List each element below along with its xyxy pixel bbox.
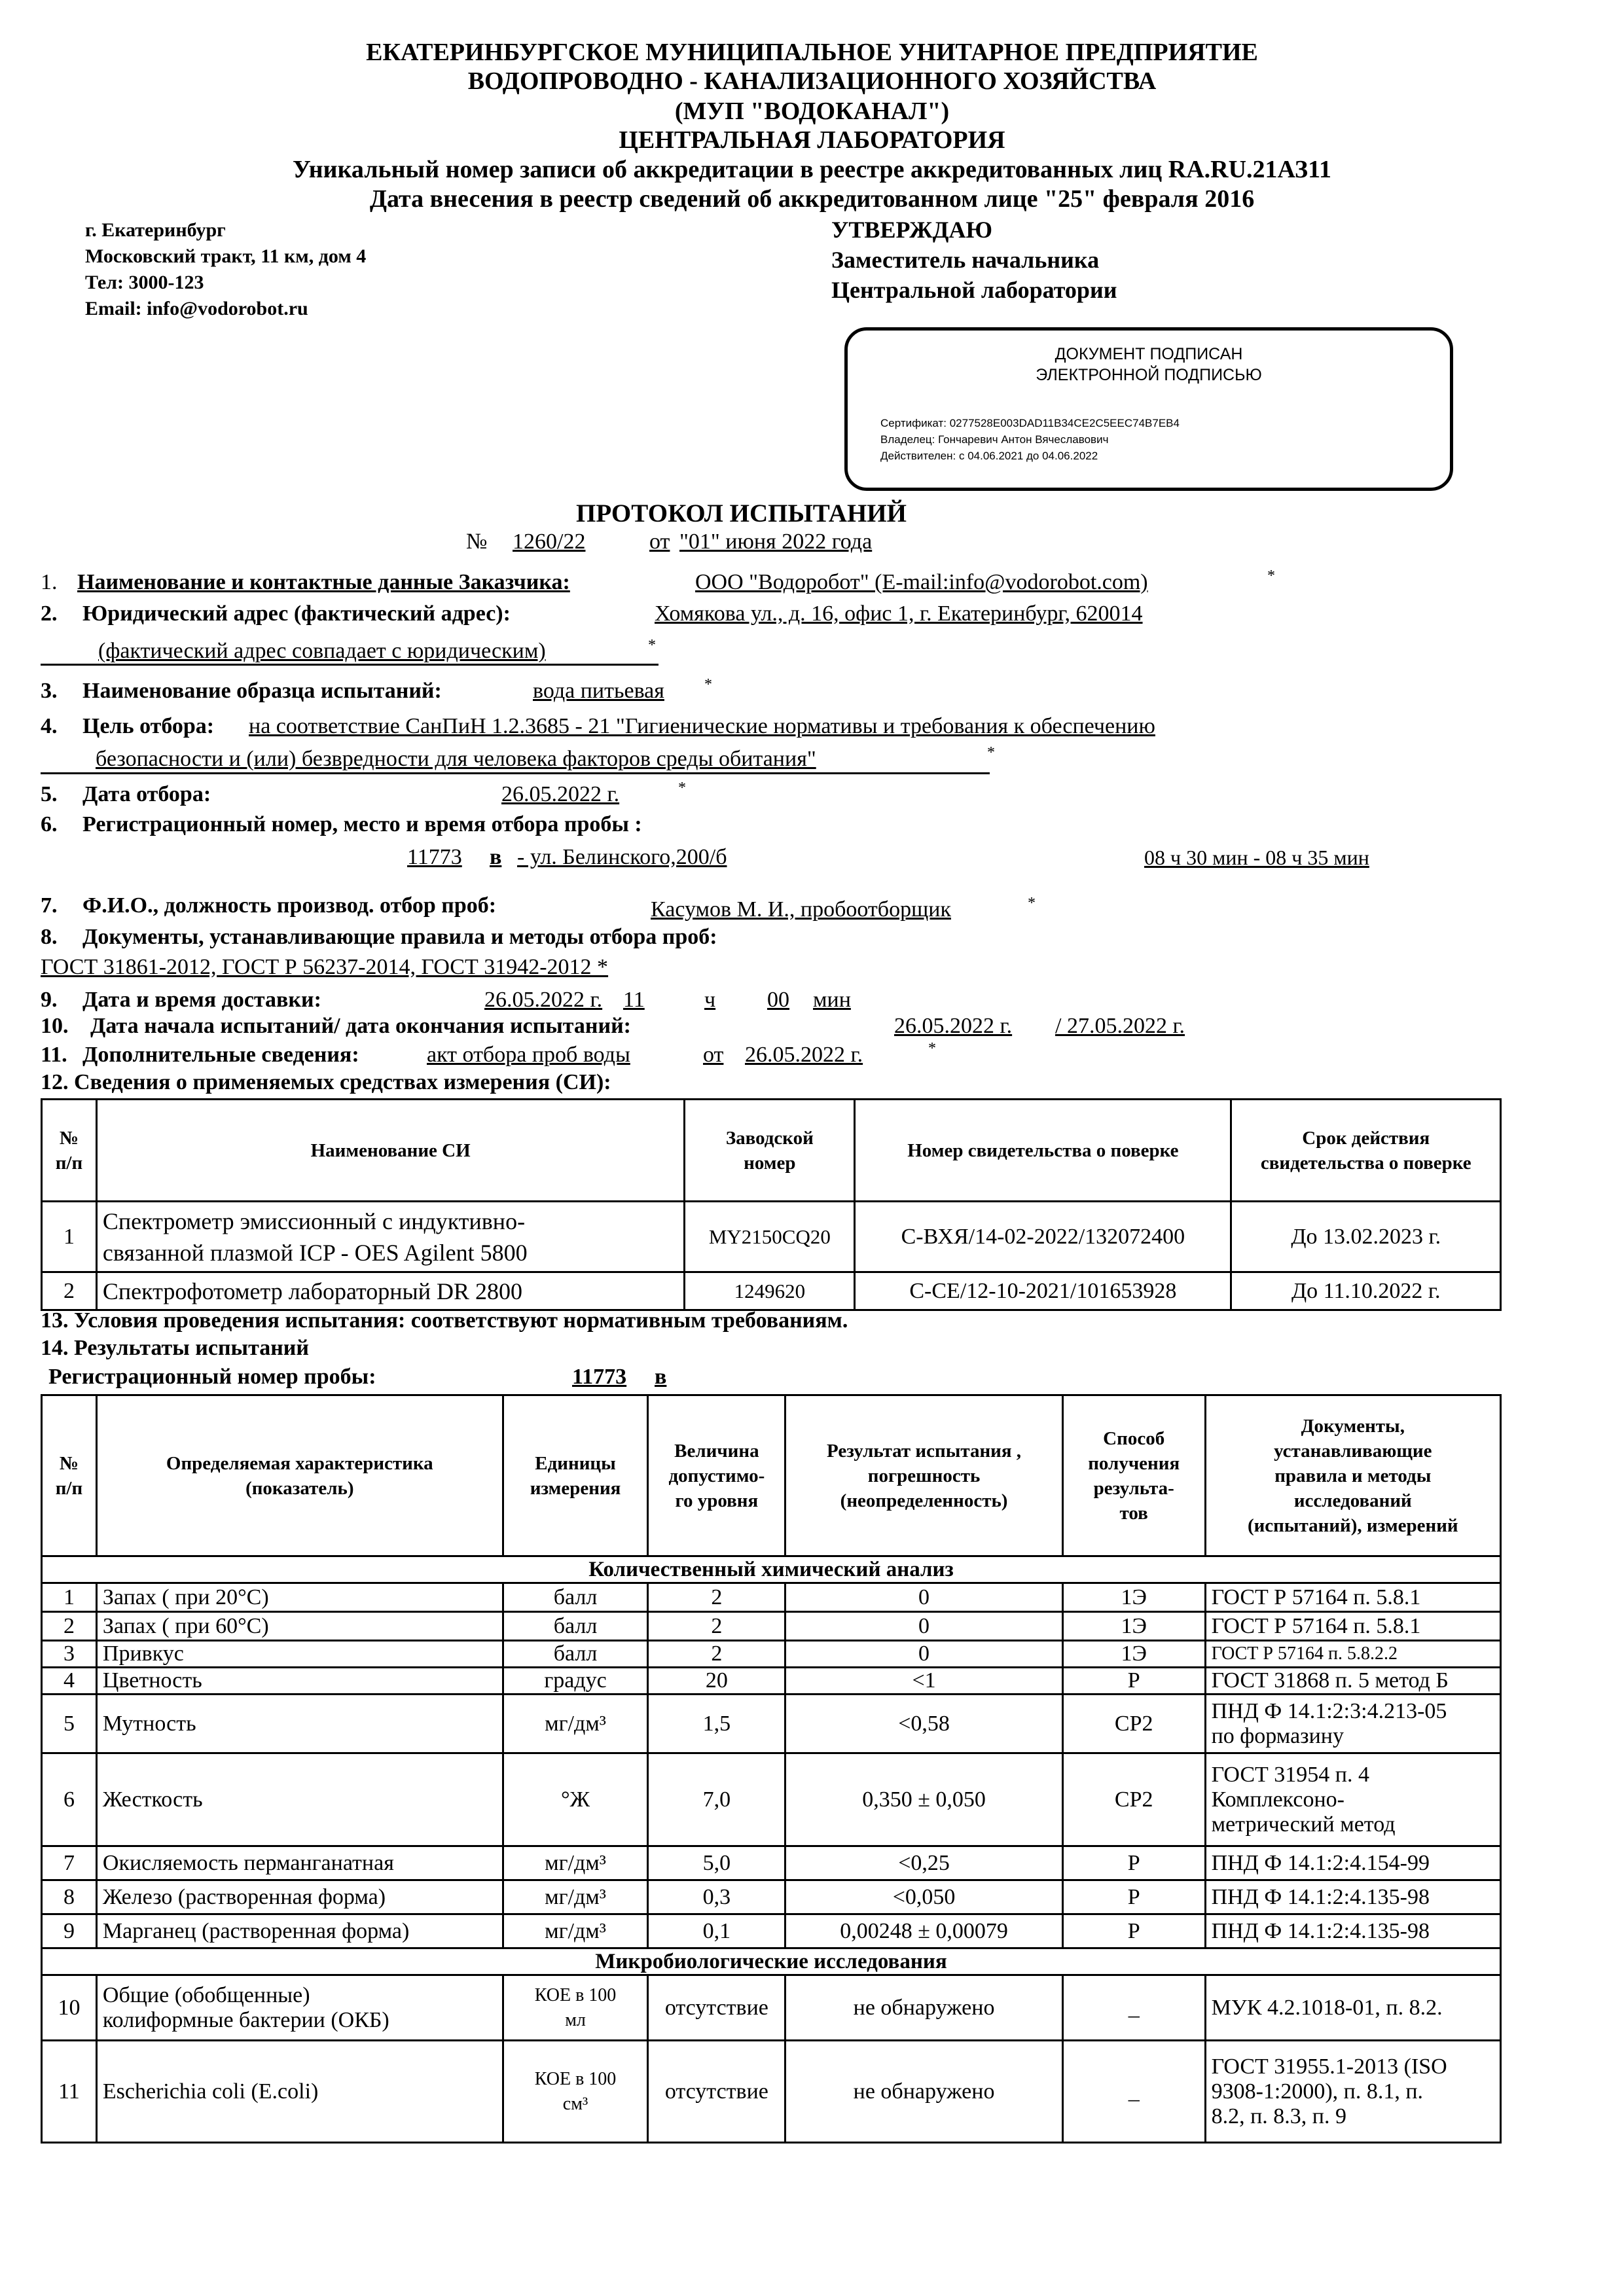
item11-num: 11. (41, 1043, 67, 1067)
result-cell: 3 (42, 1641, 97, 1668)
section-chemical: Количественный химический анализ (42, 1556, 1501, 1583)
result-cell: Мутность (96, 1695, 503, 1753)
item9-hour: 11 (623, 988, 645, 1012)
item5-num: 5. (41, 782, 58, 806)
result-cell: Общие (обобщенные) колиформные бактерии (ОКБ) (96, 1975, 503, 2041)
result-cell: Р (1062, 1880, 1205, 1914)
item2-underline (41, 664, 659, 666)
result-cell: <0,58 (785, 1695, 1062, 1753)
item6-reg: 11773 (407, 845, 462, 869)
results-header-docs: Документы, устанавливающие правила и методы исследований (испытаний), измерений (1205, 1395, 1500, 1556)
stamp-owner: Владелец: Гончаревич Антон Вячеславович (880, 433, 1109, 446)
si-cell: Спектрометр эмиссионный с индуктивно- связанной плазмой ICP - OES Agilent 5800 (96, 1202, 685, 1272)
item8-num: 8. (41, 925, 58, 949)
item3-num: 3. (41, 679, 58, 703)
result-cell: 7 (42, 1846, 97, 1880)
result-cell: 1,5 (648, 1695, 785, 1753)
table-row (42, 1753, 1501, 1846)
item12-title: 12. Сведения о применяемых средствах измерения (СИ): (41, 1070, 611, 1094)
si-cell: Спектрофотометр лабораторный DR 2800 (96, 1272, 685, 1310)
org-name-line1: ЕКАТЕРИНБУРГСКОЕ МУНИЦИПАЛЬНОЕ УНИТАРНОЕ ПРЕДПРИЯТИЕ (366, 39, 1258, 66)
protocol-date: "01" июня 2022 года (679, 529, 873, 554)
result-cell: Жесткость (96, 1753, 503, 1846)
org-name-line3: (МУП "ВОДОКАНАЛ") (674, 98, 950, 125)
result-cell: 2 (648, 1612, 785, 1641)
item6-time: 08 ч 30 мин - 08 ч 35 мин (1144, 846, 1369, 869)
approve-title: УТВЕРЖДАЮ (831, 217, 993, 243)
result-cell: 2 (648, 1641, 785, 1668)
result-cell: 4 (42, 1668, 97, 1695)
protocol-num-sign: № (466, 529, 488, 554)
table-row (42, 1583, 1501, 1612)
item4-label: Цель отбора: (82, 714, 215, 738)
si-header-cert: Номер свидетельства о поверке (855, 1100, 1231, 1202)
result-cell: Окисляемость перманганатная (96, 1846, 503, 1880)
stamp-title1: ДОКУМЕНТ ПОДПИСАН (1055, 345, 1243, 363)
result-cell: Железо (растворенная форма) (96, 1880, 503, 1914)
stamp-valid: Действителен: с 04.06.2021 до 04.06.2022 (880, 450, 1098, 462)
item3-value: вода питьевая (533, 679, 664, 703)
item1-value: ООО "Водоробот" (E-mail:info@vodorobot.com) (695, 570, 1148, 594)
result-cell: мг/дм³ (503, 1914, 648, 1948)
item6-letter: в (490, 845, 502, 869)
result-cell: ГОСТ Р 57164 п. 5.8.1 (1205, 1612, 1500, 1641)
result-cell: 1Э (1062, 1612, 1205, 1641)
si-header-validity: Срок действия свидетельства о поверке (1231, 1100, 1501, 1202)
item1-asterisk: * (1267, 567, 1275, 584)
result-cell: 0,00248 ± 0,00079 (785, 1914, 1062, 1948)
item9-label: Дата и время доставки: (82, 988, 321, 1012)
si-cell: До 11.10.2022 г. (1231, 1272, 1501, 1310)
item5-label: Дата отбора: (82, 782, 211, 806)
table-row (42, 1272, 1501, 1310)
item7-num: 7. (41, 893, 58, 918)
item13-title: 13. Условия проведения испытания: соответствуют нормативным требованиям. (41, 1308, 848, 1333)
item9-h: ч (704, 988, 716, 1012)
result-cell: СР2 (1062, 1753, 1205, 1846)
item9-date: 26.05.2022 г. (484, 988, 603, 1012)
result-cell: балл (503, 1641, 648, 1668)
item6-place: - ул. Белинского,200/б (517, 845, 727, 869)
results-header-row (42, 1395, 1501, 1556)
item2-label: Юридический адрес (фактический адрес): (82, 601, 511, 626)
address-email: Email: info@vodorobot.ru (85, 298, 308, 319)
lab-name: ЦЕНТРАЛЬНАЯ ЛАБОРАТОРИЯ (619, 126, 1005, 154)
item2-value2: (фактический адрес совпадает с юридическим) (98, 639, 546, 663)
result-cell: КОЕ в 100 мл (503, 1975, 648, 2041)
results-header-characteristic: Определяемая характеристика (показатель) (96, 1395, 503, 1556)
address-city: г. Екатеринбург (85, 219, 226, 241)
si-table (41, 1098, 1502, 1311)
result-cell: СР2 (1062, 1695, 1205, 1753)
item9-m: мин (813, 988, 851, 1012)
table-row (42, 1695, 1501, 1753)
item2-asterisk: * (648, 637, 656, 654)
result-cell: мг/дм³ (503, 1846, 648, 1880)
si-cell: С-СЕ/12-10-2021/101653928 (855, 1272, 1231, 1310)
item14-title: 14. Результаты испытаний (41, 1336, 309, 1360)
result-cell: 1Э (1062, 1583, 1205, 1612)
results-table (41, 1394, 1502, 2144)
item8-value: ГОСТ 31861-2012, ГОСТ Р 56237-2014, ГОСТ 31942-2012 * (41, 955, 609, 979)
accreditation-date: Дата внесения в реестр сведений об аккредитованном лице "25" февраля 2016 (369, 185, 1255, 213)
protocol-from: от (649, 529, 670, 554)
result-cell: Цветность (96, 1668, 503, 1695)
result-cell: <0,25 (785, 1846, 1062, 1880)
si-cell: 1249620 (685, 1272, 855, 1310)
address-phone: Тел: 3000-123 (85, 272, 204, 293)
item4-asterisk: * (987, 744, 995, 761)
table-row (42, 1202, 1501, 1272)
result-cell: мг/дм³ (503, 1880, 648, 1914)
result-cell: Р (1062, 1846, 1205, 1880)
item11-date: 26.05.2022 г. (745, 1043, 863, 1067)
table-row (42, 2041, 1501, 2143)
item10-end: / 27.05.2022 г. (1055, 1014, 1185, 1038)
result-cell: Привкус (96, 1641, 503, 1668)
item5-asterisk: * (678, 780, 686, 797)
result-cell: ПНД Ф 14.1:2:4.154-99 (1205, 1846, 1500, 1880)
result-cell: балл (503, 1583, 648, 1612)
section-microbiological: Микробиологические исследования (42, 1948, 1501, 1975)
result-cell: 20 (648, 1668, 785, 1695)
item8-label: Документы, устанавливающие правила и методы отбора проб: (82, 925, 717, 949)
result-cell: <0,050 (785, 1880, 1062, 1914)
result-cell: °Ж (503, 1753, 648, 1846)
result-cell: 7,0 (648, 1753, 785, 1846)
result-cell: 0 (785, 1612, 1062, 1641)
results-header-method: Способ получения результа- тов (1062, 1395, 1205, 1556)
result-cell: 5,0 (648, 1846, 785, 1880)
result-cell: 2 (42, 1612, 97, 1641)
item4-underline (41, 772, 990, 774)
result-cell: отсутствие (648, 2041, 785, 2143)
result-cell: 0,350 ± 0,050 (785, 1753, 1062, 1846)
reg-number-label: Регистрационный номер пробы: (48, 1365, 376, 1389)
si-header-row (42, 1100, 1501, 1202)
results-header-units: Единицы измерения (503, 1395, 648, 1556)
reg-number-value: 11773 (572, 1365, 627, 1389)
approve-position2: Центральной лаборатории (831, 277, 1117, 303)
result-cell: 6 (42, 1753, 97, 1846)
result-cell: Escherichia coli (E.coli) (96, 2041, 503, 2143)
item10-num: 10. (41, 1014, 69, 1038)
item4-value2: безопасности и (или) безвредности для человека факторов среды обитания" (96, 747, 816, 771)
protocol-title: ПРОТОКОЛ ИСПЫТАНИЙ (576, 499, 907, 528)
section-row (42, 1948, 1501, 1975)
item4-num: 4. (41, 714, 58, 738)
result-cell: 8 (42, 1880, 97, 1914)
si-cell: С-ВХЯ/14-02-2022/132072400 (855, 1202, 1231, 1272)
section-row (42, 1556, 1501, 1583)
result-cell: балл (503, 1612, 648, 1641)
result-cell: ГОСТ 31868 п. 5 метод Б (1205, 1668, 1500, 1695)
item4-value: на соответствие СанПиН 1.2.3685 - 21 "Гигиенические нормативы и требования к обеспечению (249, 714, 1155, 738)
item1-num: 1. (41, 570, 58, 594)
table-row (42, 1641, 1501, 1668)
result-cell: ПНД Ф 14.1:2:4.135-98 (1205, 1880, 1500, 1914)
item7-value: Касумов М. И., пробоотборщик (651, 897, 951, 922)
result-cell: отсутствие (648, 1975, 785, 2041)
item11-label: Дополнительные сведения: (82, 1043, 359, 1067)
item9-min: 00 (767, 988, 789, 1012)
result-cell: ПНД Ф 14.1:2:4.135-98 (1205, 1914, 1500, 1948)
item2-value: Хомякова ул., д. 16, офис 1, г. Екатеринбург, 620014 (655, 601, 1143, 626)
results-header-num: № п/п (42, 1395, 97, 1556)
result-cell: 5 (42, 1695, 97, 1753)
reg-number-letter: в (655, 1365, 667, 1389)
result-cell: градус (503, 1668, 648, 1695)
item1-label: Наименование и контактные данные Заказчика: (77, 570, 570, 594)
si-header-serial: Заводской номер (685, 1100, 855, 1202)
result-cell: ГОСТ Р 57164 п. 5.8.2.2 (1205, 1641, 1500, 1668)
item10-start: 26.05.2022 г. (894, 1014, 1013, 1038)
item7-label: Ф.И.О., должность производ. отбор проб: (82, 893, 497, 918)
result-cell: Запах ( при 60°С) (96, 1612, 503, 1641)
result-cell: 11 (42, 2041, 97, 2143)
result-cell: ГОСТ 31955.1-2013 (ISO 9308-1:2000), п. 8.1, п. 8.2, п. 8.3, п. 9 (1205, 2041, 1500, 2143)
org-name-line2: ВОДОПРОВОДНО - КАНАЛИЗАЦИОННОГО ХОЗЯЙСТВА (467, 67, 1157, 95)
result-cell: 9 (42, 1914, 97, 1948)
result-cell: ГОСТ Р 57164 п. 5.8.1 (1205, 1583, 1500, 1612)
table-row (42, 1880, 1501, 1914)
item7-asterisk: * (1028, 895, 1036, 912)
results-header-limit: Величина допустимо- го уровня (648, 1395, 785, 1556)
approve-position1: Заместитель начальника (831, 247, 1100, 273)
result-cell: 0,3 (648, 1880, 785, 1914)
item11-from: от (703, 1043, 724, 1067)
result-cell: 0 (785, 1583, 1062, 1612)
item5-value: 26.05.2022 г. (501, 782, 620, 806)
item11-asterisk: * (928, 1040, 936, 1057)
result-cell: 0,1 (648, 1914, 785, 1948)
item10-label: Дата начала испытаний/ дата окончания испытаний: (90, 1014, 631, 1038)
result-cell: <1 (785, 1668, 1062, 1695)
si-header-name: Наименование СИ (96, 1100, 685, 1202)
accreditation-number: Уникальный номер записи об аккредитации в реестре аккредитованных лиц RA.RU.21АЗ11 (293, 156, 1331, 183)
result-cell: 1 (42, 1583, 97, 1612)
result-cell: _ (1062, 1975, 1205, 2041)
table-row (42, 1914, 1501, 1948)
result-cell: не обнаружено (785, 1975, 1062, 2041)
result-cell: ГОСТ 31954 п. 4 Комплексоно- метрический метод (1205, 1753, 1500, 1846)
si-cell: 1 (42, 1202, 97, 1272)
result-cell: ПНД Ф 14.1:2:3:4.213-05 по формазину (1205, 1695, 1500, 1753)
e-signature-stamp (844, 327, 1453, 491)
result-cell: Р (1062, 1914, 1205, 1948)
table-row (42, 1668, 1501, 1695)
address-street: Московский тракт, 11 км, дом 4 (85, 245, 367, 267)
results-header-result: Результат испытания , погрешность (неопределенность) (785, 1395, 1062, 1556)
result-cell: мг/дм³ (503, 1695, 648, 1753)
si-cell: 2 (42, 1272, 97, 1310)
item3-label: Наименование образца испытаний: (82, 679, 442, 703)
item9-num: 9. (41, 988, 58, 1012)
item3-asterisk: * (704, 676, 712, 693)
table-row (42, 1612, 1501, 1641)
result-cell: МУК 4.2.1018-01, п. 8.2. (1205, 1975, 1500, 2041)
item6-num: 6. (41, 812, 58, 836)
table-row (42, 1975, 1501, 2041)
table-row (42, 1846, 1501, 1880)
si-cell: MY2150CQ20 (685, 1202, 855, 1272)
item2-num: 2. (41, 601, 58, 626)
stamp-title2: ЭЛЕКТРОННОЙ ПОДПИСЬЮ (1036, 366, 1262, 384)
item11-value: акт отбора проб воды (427, 1043, 630, 1067)
result-cell: Марганец (растворенная форма) (96, 1914, 503, 1948)
result-cell: 10 (42, 1975, 97, 2041)
protocol-number: 1260/22 (513, 529, 586, 554)
result-cell: 1Э (1062, 1641, 1205, 1668)
result-cell: Запах ( при 20°С) (96, 1583, 503, 1612)
result-cell: КОЕ в 100 см³ (503, 2041, 648, 2143)
si-cell: До 13.02.2023 г. (1231, 1202, 1501, 1272)
result-cell: 2 (648, 1583, 785, 1612)
result-cell: 0 (785, 1641, 1062, 1668)
result-cell: не обнаружено (785, 2041, 1062, 2143)
stamp-cert: Сертификат: 0277528E003DAD11B34CE2C5EEC74B7EB4 (880, 417, 1180, 429)
result-cell: Р (1062, 1668, 1205, 1695)
result-cell: _ (1062, 2041, 1205, 2143)
item6-label: Регистрационный номер, место и время отбора пробы : (82, 812, 642, 836)
si-header-num: № п/п (42, 1100, 97, 1202)
